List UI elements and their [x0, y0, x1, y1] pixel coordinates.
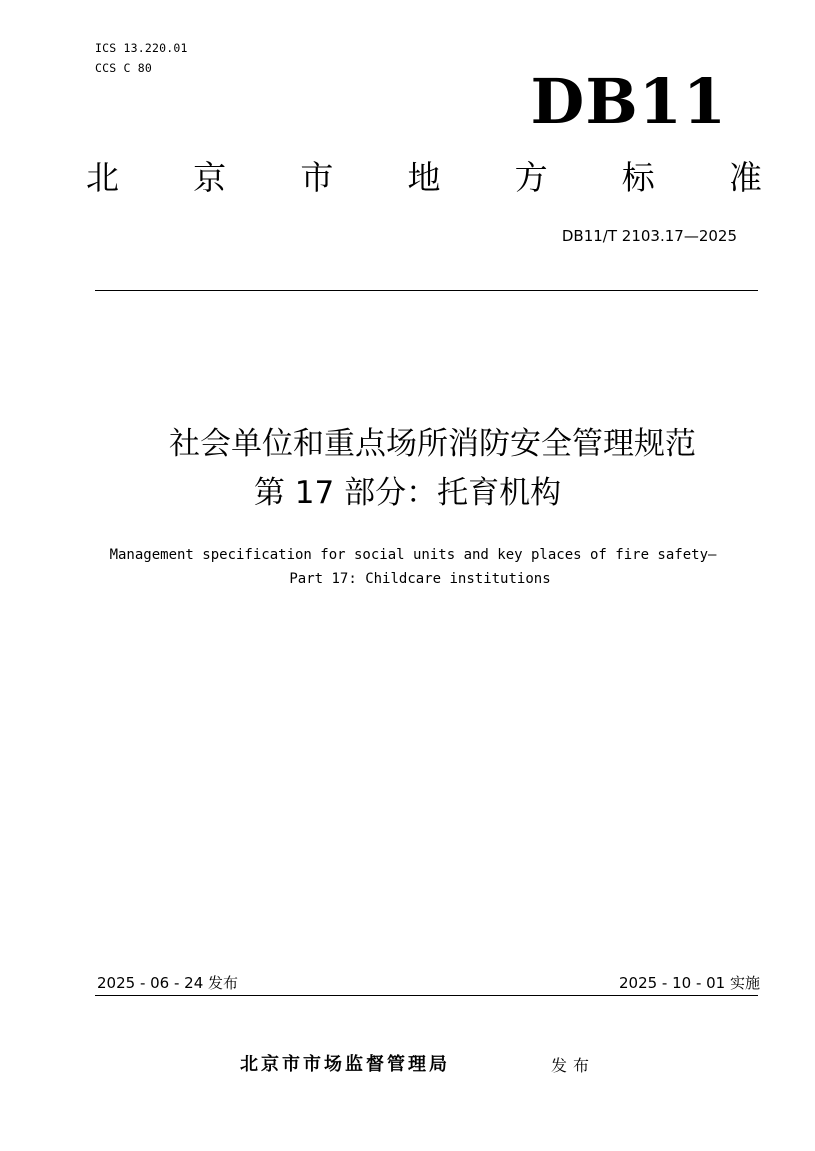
ics-code: ICS 13.220.01 — [95, 41, 188, 55]
issue-date: 2025 - 06 - 24 发布 — [97, 974, 239, 992]
standard-type — [86, 158, 762, 198]
standard-code: DB11 — [530, 65, 727, 138]
implementation-date: 2025 - 10 - 01 实施 — [618, 974, 760, 992]
header-divider — [95, 290, 758, 291]
publish-label: 发布 — [551, 1056, 596, 1075]
chinese-title-line-2 — [0, 472, 815, 514]
standard-type-char: 地 — [407, 158, 441, 197]
standard-type-char: 京 — [193, 158, 227, 197]
document-number: DB11/T 2103.17—2025 — [561, 227, 737, 245]
publisher-name: 北京市市场监督管理局 — [240, 1054, 450, 1075]
chinese-title-line-1: 社会单位和重点场所消防安全管理规范 — [169, 426, 696, 462]
english-title-line-2: Part 17: Childcare institutions — [289, 571, 551, 587]
english-title-line-1: Management specification for social units and key places of fire safety— — [109, 547, 717, 563]
chinese-title-line-2-text: 第 17 部分：托育机构 — [253, 475, 562, 511]
standard-type-char: 方 — [514, 158, 548, 197]
standard-type-char: 标 — [621, 158, 655, 197]
ccs-code: CCS C 80 — [95, 61, 152, 75]
footer-divider — [95, 995, 758, 996]
standard-type-char: 北 — [86, 158, 119, 197]
standard-type-char: 准 — [728, 158, 762, 197]
standard-type-char: 市 — [300, 158, 334, 197]
